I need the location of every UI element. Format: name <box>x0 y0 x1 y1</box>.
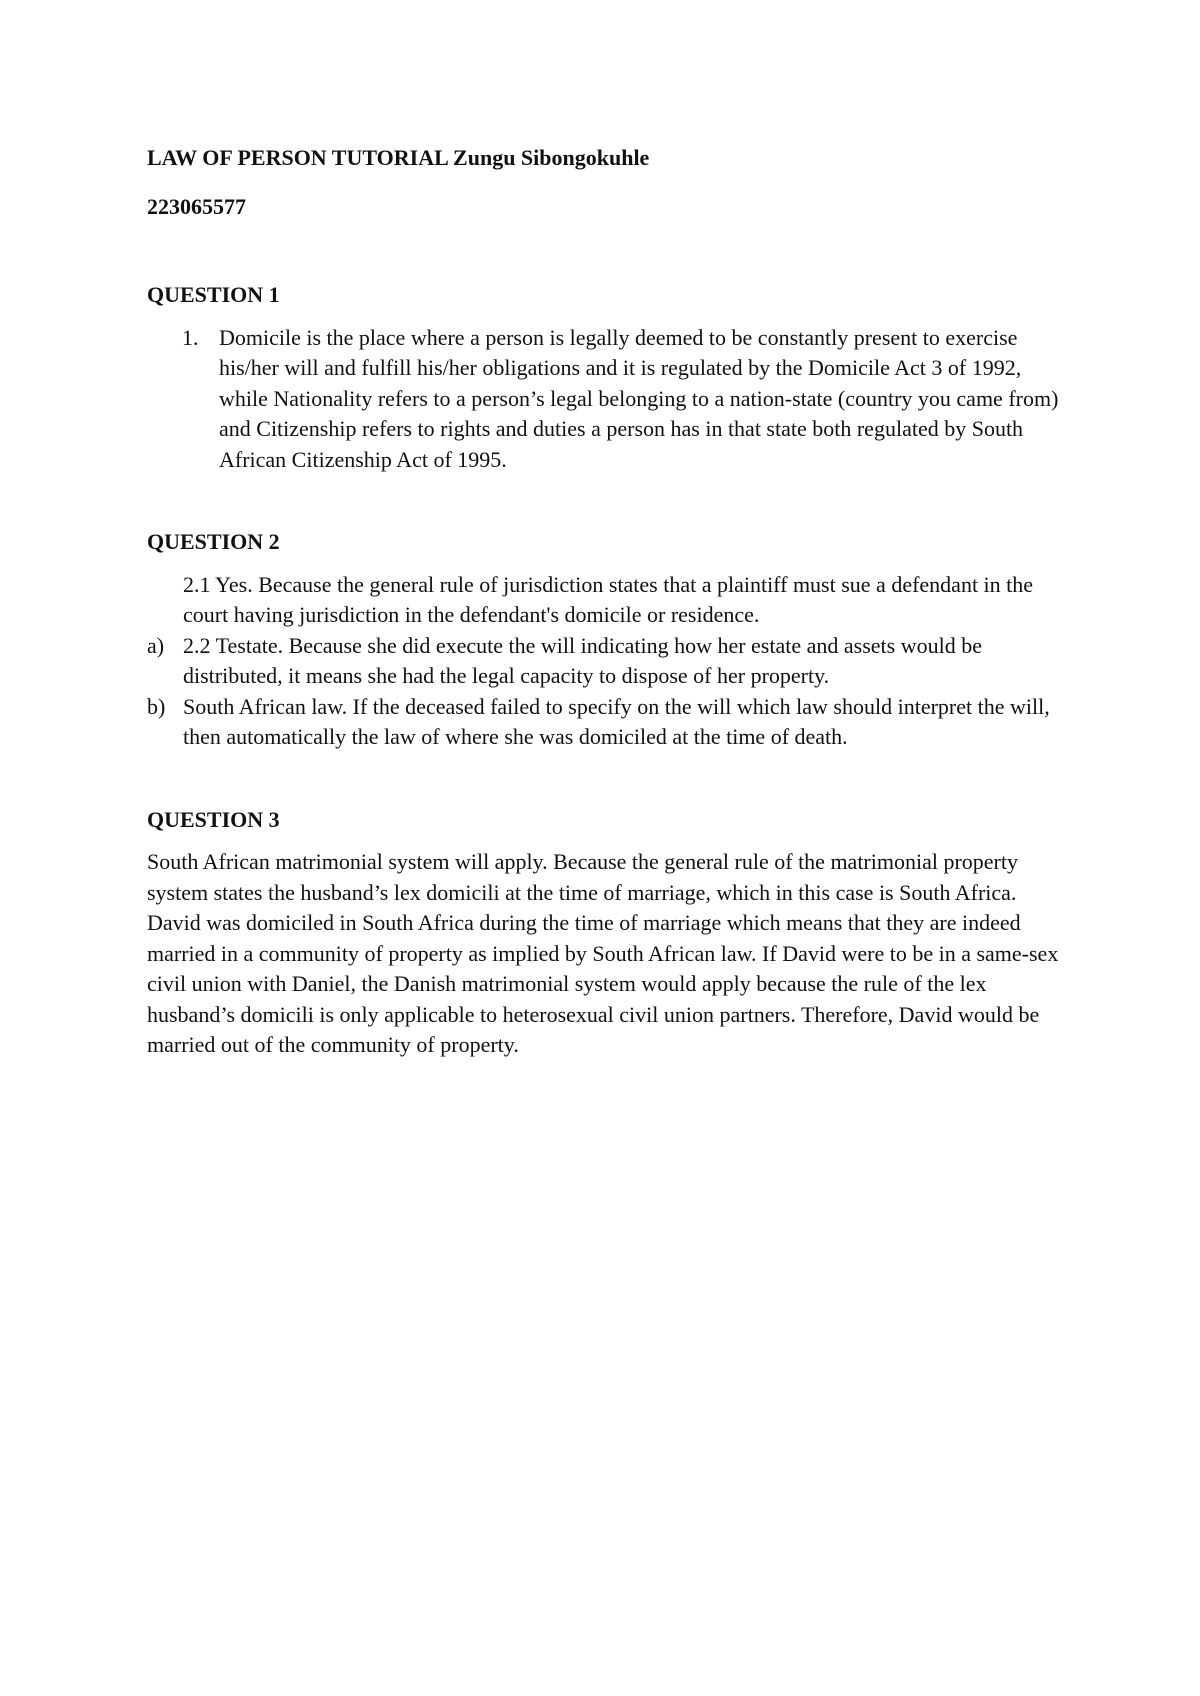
question-3-answer: South African matrimonial system will apply. Because the general rule of the matrimonial property system states the husband’s lex domicili at the time of marriage, which in this case is South Africa. David was domiciled in South Africa during the time of marriage which means that they are indeed married in a community of property as implied by South African law. If David were to be in a same-sex civil union with Daniel, the Danish matrimonial system would apply because the rule of the lex husband’s domicili is only applicable to heterosexual civil union partners. Therefore, David would be married out of the community of property. <box>147 849 1059 1057</box>
question-2-list <box>147 570 1067 753</box>
list-marker: b) <box>147 693 166 719</box>
question-2-heading: QUESTION 2 <box>147 529 280 554</box>
list-marker: 1. <box>182 324 199 350</box>
question-3-heading: QUESTION 3 <box>147 806 280 832</box>
question-1-heading: QUESTION 1 <box>147 282 280 307</box>
question-2-item <box>147 692 1067 753</box>
list-marker: a) <box>147 632 165 658</box>
question-1-answer: Domicile is the place where a person is legally deemed to be constantly present to exercise his/her will and fulfill his/her obligations and it is regulated by the Domicile Act 3 of 1992, while Nationality refers to a person’s legal belonging to a nation-state (country you came from) and Citizenship refers to rights and duties a person has in that state both regulated by South African Citizenship Act of 1995. <box>219 324 1059 472</box>
question-1-list <box>147 323 1067 476</box>
question-2-item <box>147 570 1067 631</box>
student-number: 223065577 <box>147 193 246 219</box>
question-2-answer-2-1: 2.1 Yes. Because the general rule of jurisdiction states that a plaintiff must sue a defendant in the court having jurisdiction in the defendant's domicile or residence. <box>183 571 1034 627</box>
question-2-section <box>147 527 1067 753</box>
question-1-item <box>147 323 1067 476</box>
document-content <box>147 143 1067 1061</box>
question-2-item <box>147 631 1067 692</box>
question-2-answer-b: South African law. If the deceased failed to specify on the will which law should interpret the will, then automatically the law of where she was domiciled at the time of death. <box>183 693 1050 749</box>
question-1-section <box>147 280 1067 475</box>
document-title: LAW OF PERSON TUTORIAL Zungu Sibongokuhle <box>147 145 650 170</box>
question-2-answer-2-2: 2.2 Testate. Because she did execute the will indicating how her estate and assets would be distributed, it means she had the legal capacity to dispose of her property. <box>183 632 982 688</box>
question-3-section <box>147 805 1067 1061</box>
